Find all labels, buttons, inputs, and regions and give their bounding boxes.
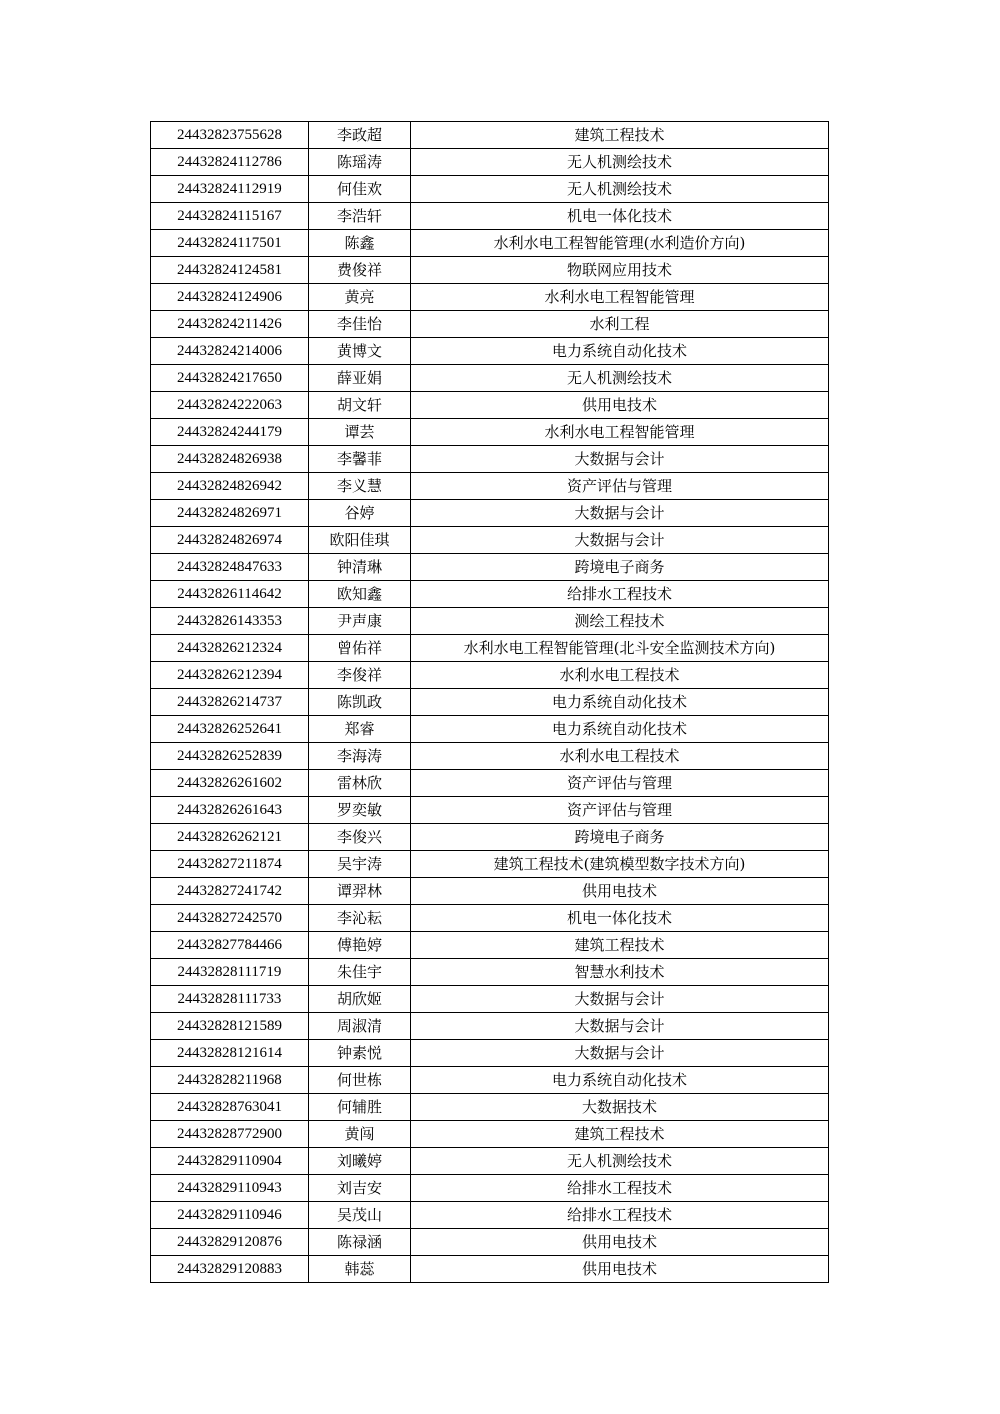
student-id-cell: 24432824117501 — [151, 230, 309, 257]
table-row — [151, 743, 829, 770]
student-name-cell: 何辅胜 — [309, 1094, 411, 1121]
table-row — [151, 581, 829, 608]
student-id-cell: 24432826261602 — [151, 770, 309, 797]
student-name-cell: 钟清琳 — [309, 554, 411, 581]
student-name-cell: 欧阳佳琪 — [309, 527, 411, 554]
table-row — [151, 1148, 829, 1175]
table-row — [151, 716, 829, 743]
student-name-cell: 谭羿林 — [309, 878, 411, 905]
student-name-cell: 傅艳婷 — [309, 932, 411, 959]
student-id-cell: 24432829110946 — [151, 1202, 309, 1229]
table-row — [151, 203, 829, 230]
student-name-cell: 欧知鑫 — [309, 581, 411, 608]
table-row — [151, 770, 829, 797]
student-id-cell: 24432826252839 — [151, 743, 309, 770]
student-id-cell: 24432823755628 — [151, 122, 309, 149]
student-id-cell: 24432828772900 — [151, 1121, 309, 1148]
student-name-cell: 黄亮 — [309, 284, 411, 311]
student-name-cell: 李馨菲 — [309, 446, 411, 473]
student-id-cell: 24432829110904 — [151, 1148, 309, 1175]
student-id-cell: 24432824214006 — [151, 338, 309, 365]
student-id-cell: 24432824112919 — [151, 176, 309, 203]
student-name-cell: 钟素悦 — [309, 1040, 411, 1067]
major-cell: 建筑工程技术 — [411, 1121, 829, 1148]
student-id-cell: 24432826212394 — [151, 662, 309, 689]
major-cell: 建筑工程技术 — [411, 932, 829, 959]
major-cell: 大数据技术 — [411, 1094, 829, 1121]
table-row — [151, 365, 829, 392]
student-name-cell: 李佳怡 — [309, 311, 411, 338]
student-name-cell: 李义慧 — [309, 473, 411, 500]
student-name-cell: 李政超 — [309, 122, 411, 149]
major-cell: 大数据与会计 — [411, 986, 829, 1013]
student-name-cell: 陈瑶涛 — [309, 149, 411, 176]
student-name-cell: 吴宇涛 — [309, 851, 411, 878]
major-cell: 给排水工程技术 — [411, 1202, 829, 1229]
major-cell: 建筑工程技术 — [411, 122, 829, 149]
student-name-cell: 吴茂山 — [309, 1202, 411, 1229]
student-name-cell: 郑睿 — [309, 716, 411, 743]
table-row — [151, 635, 829, 662]
student-id-cell: 24432828111733 — [151, 986, 309, 1013]
student-name-cell: 周淑清 — [309, 1013, 411, 1040]
major-cell: 大数据与会计 — [411, 500, 829, 527]
table-row — [151, 338, 829, 365]
major-cell: 跨境电子商务 — [411, 554, 829, 581]
student-id-cell: 24432828211968 — [151, 1067, 309, 1094]
student-id-cell: 24432826143353 — [151, 608, 309, 635]
table-row — [151, 554, 829, 581]
student-name-cell: 李海涛 — [309, 743, 411, 770]
major-cell: 供用电技术 — [411, 392, 829, 419]
roster-table-body — [151, 122, 829, 1283]
major-cell: 资产评估与管理 — [411, 770, 829, 797]
student-id-cell: 24432826261643 — [151, 797, 309, 824]
student-name-cell: 薛亚娟 — [309, 365, 411, 392]
student-name-cell: 何佳欢 — [309, 176, 411, 203]
student-name-cell: 李俊兴 — [309, 824, 411, 851]
table-row — [151, 1175, 829, 1202]
table-row — [151, 419, 829, 446]
table-row — [151, 986, 829, 1013]
major-cell: 无人机测绘技术 — [411, 1148, 829, 1175]
major-cell: 大数据与会计 — [411, 1013, 829, 1040]
major-cell: 水利水电工程智能管理(水利造价方向) — [411, 230, 829, 257]
table-row — [151, 608, 829, 635]
student-name-cell: 罗奕敏 — [309, 797, 411, 824]
major-cell: 机电一体化技术 — [411, 905, 829, 932]
major-cell: 给排水工程技术 — [411, 1175, 829, 1202]
major-cell: 大数据与会计 — [411, 527, 829, 554]
student-id-cell: 24432824222063 — [151, 392, 309, 419]
student-id-cell: 24432827784466 — [151, 932, 309, 959]
student-id-cell: 24432824112786 — [151, 149, 309, 176]
student-name-cell: 李沁耘 — [309, 905, 411, 932]
major-cell: 物联网应用技术 — [411, 257, 829, 284]
table-row — [151, 500, 829, 527]
table-row — [151, 1229, 829, 1256]
major-cell: 跨境电子商务 — [411, 824, 829, 851]
table-row — [151, 1067, 829, 1094]
table-row — [151, 1256, 829, 1283]
major-cell: 电力系统自动化技术 — [411, 1067, 829, 1094]
table-row — [151, 257, 829, 284]
student-id-cell: 24432824826942 — [151, 473, 309, 500]
major-cell: 水利水电工程智能管理(北斗安全监测技术方向) — [411, 635, 829, 662]
student-id-cell: 24432828121614 — [151, 1040, 309, 1067]
major-cell: 智慧水利技术 — [411, 959, 829, 986]
table-row — [151, 122, 829, 149]
table-row — [151, 284, 829, 311]
table-row — [151, 473, 829, 500]
student-id-cell: 24432828111719 — [151, 959, 309, 986]
student-name-cell: 韩蕊 — [309, 1256, 411, 1283]
major-cell: 电力系统自动化技术 — [411, 689, 829, 716]
table-row — [151, 446, 829, 473]
table-row — [151, 662, 829, 689]
table-row — [151, 689, 829, 716]
student-name-cell: 黄博文 — [309, 338, 411, 365]
student-name-cell: 雷林欣 — [309, 770, 411, 797]
major-cell: 无人机测绘技术 — [411, 365, 829, 392]
student-name-cell: 曾佑祥 — [309, 635, 411, 662]
major-cell: 给排水工程技术 — [411, 581, 829, 608]
table-row — [151, 824, 829, 851]
student-id-cell: 24432827211874 — [151, 851, 309, 878]
student-id-cell: 24432824124906 — [151, 284, 309, 311]
student-name-cell: 李俊祥 — [309, 662, 411, 689]
student-id-cell: 24432826252641 — [151, 716, 309, 743]
student-name-cell: 陈凯政 — [309, 689, 411, 716]
table-row — [151, 1202, 829, 1229]
student-name-cell: 陈禄涵 — [309, 1229, 411, 1256]
student-id-cell: 24432829120883 — [151, 1256, 309, 1283]
student-id-cell: 24432826114642 — [151, 581, 309, 608]
table-row — [151, 1121, 829, 1148]
student-name-cell: 胡文轩 — [309, 392, 411, 419]
table-row — [151, 176, 829, 203]
student-id-cell: 24432827241742 — [151, 878, 309, 905]
student-name-cell: 谭芸 — [309, 419, 411, 446]
table-row — [151, 311, 829, 338]
student-name-cell: 何世栋 — [309, 1067, 411, 1094]
table-row — [151, 932, 829, 959]
major-cell: 建筑工程技术(建筑模型数字技术方向) — [411, 851, 829, 878]
student-id-cell: 24432826262121 — [151, 824, 309, 851]
major-cell: 供用电技术 — [411, 1256, 829, 1283]
major-cell: 资产评估与管理 — [411, 473, 829, 500]
major-cell: 无人机测绘技术 — [411, 176, 829, 203]
student-id-cell: 24432824124581 — [151, 257, 309, 284]
student-id-cell: 24432824826974 — [151, 527, 309, 554]
student-id-cell: 24432824115167 — [151, 203, 309, 230]
table-row — [151, 878, 829, 905]
major-cell: 水利水电工程技术 — [411, 743, 829, 770]
student-id-cell: 24432824847633 — [151, 554, 309, 581]
student-name-cell: 李浩轩 — [309, 203, 411, 230]
student-name-cell: 黄闯 — [309, 1121, 411, 1148]
student-id-cell: 24432829110943 — [151, 1175, 309, 1202]
student-name-cell: 刘曦婷 — [309, 1148, 411, 1175]
student-name-cell: 胡欣姬 — [309, 986, 411, 1013]
table-row — [151, 851, 829, 878]
student-id-cell: 24432828763041 — [151, 1094, 309, 1121]
student-id-cell: 24432824217650 — [151, 365, 309, 392]
major-cell: 水利工程 — [411, 311, 829, 338]
table-row — [151, 959, 829, 986]
student-id-cell: 24432829120876 — [151, 1229, 309, 1256]
table-row — [151, 230, 829, 257]
student-id-cell: 24432828121589 — [151, 1013, 309, 1040]
student-name-cell: 陈鑫 — [309, 230, 411, 257]
major-cell: 测绘工程技术 — [411, 608, 829, 635]
major-cell: 大数据与会计 — [411, 446, 829, 473]
major-cell: 供用电技术 — [411, 1229, 829, 1256]
major-cell: 水利水电工程智能管理 — [411, 284, 829, 311]
major-cell: 机电一体化技术 — [411, 203, 829, 230]
student-name-cell: 刘吉安 — [309, 1175, 411, 1202]
student-id-cell: 24432827242570 — [151, 905, 309, 932]
student-id-cell: 24432824826938 — [151, 446, 309, 473]
major-cell: 供用电技术 — [411, 878, 829, 905]
table-row — [151, 1013, 829, 1040]
major-cell: 电力系统自动化技术 — [411, 716, 829, 743]
table-row — [151, 797, 829, 824]
table-row — [151, 392, 829, 419]
student-name-cell: 朱佳宇 — [309, 959, 411, 986]
table-row — [151, 1094, 829, 1121]
major-cell: 大数据与会计 — [411, 1040, 829, 1067]
table-row — [151, 149, 829, 176]
major-cell: 无人机测绘技术 — [411, 149, 829, 176]
roster-table — [150, 121, 829, 1283]
major-cell: 水利水电工程智能管理 — [411, 419, 829, 446]
student-name-cell: 谷婷 — [309, 500, 411, 527]
table-row — [151, 1040, 829, 1067]
major-cell: 电力系统自动化技术 — [411, 338, 829, 365]
major-cell: 水利水电工程技术 — [411, 662, 829, 689]
student-id-cell: 24432824244179 — [151, 419, 309, 446]
student-id-cell: 24432824211426 — [151, 311, 309, 338]
student-name-cell: 费俊祥 — [309, 257, 411, 284]
table-row — [151, 527, 829, 554]
student-name-cell: 尹声康 — [309, 608, 411, 635]
student-id-cell: 24432824826971 — [151, 500, 309, 527]
table-row — [151, 905, 829, 932]
student-id-cell: 24432826214737 — [151, 689, 309, 716]
student-id-cell: 24432826212324 — [151, 635, 309, 662]
major-cell: 资产评估与管理 — [411, 797, 829, 824]
